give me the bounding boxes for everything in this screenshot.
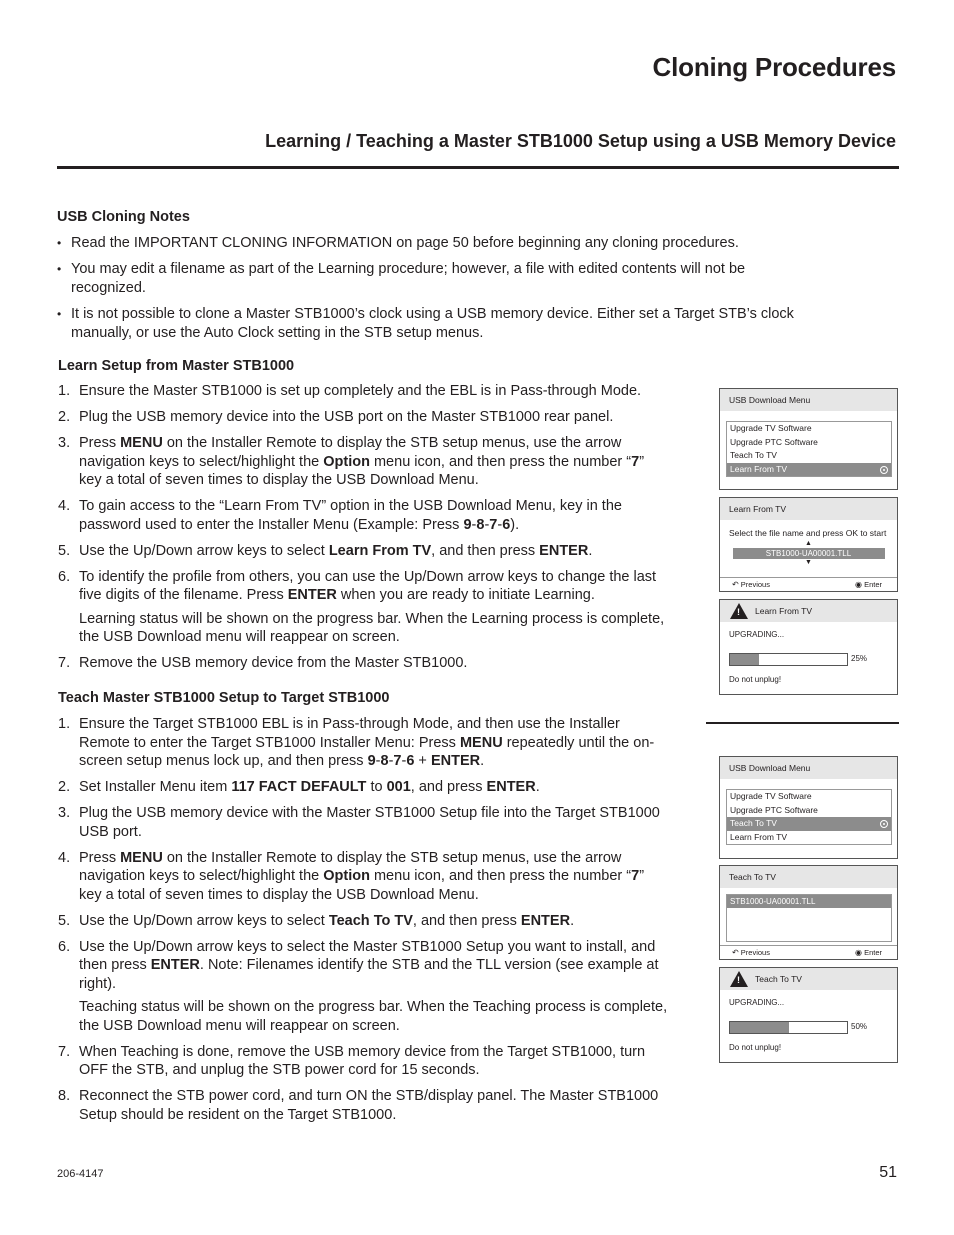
warning-icon: ! xyxy=(730,971,748,987)
step-text: Reconnect the STB power cord, and turn ON the STB/display panel. The Master STB1000 Setup should be resident on the Target STB1000. xyxy=(79,1088,659,1123)
enter-label: Enter xyxy=(864,580,882,589)
section-rule xyxy=(57,166,899,169)
list-item xyxy=(58,497,670,534)
key-term: Option xyxy=(323,868,370,884)
step-number: 3. xyxy=(58,435,71,451)
status-text: UPGRADING... xyxy=(729,998,785,1007)
step-number: 8. xyxy=(58,1088,71,1104)
step-text: To gain access to the “Learn From TV” option in the USB Download Menu, key in the password used to enter the Installer Menu (Example: Press xyxy=(79,498,622,533)
key-term: MENU xyxy=(120,435,163,451)
return-icon: ↶ xyxy=(732,580,739,589)
panel-title: USB Download Menu xyxy=(720,757,897,779)
panel-title: USB Download Menu xyxy=(720,389,897,411)
enter-button[interactable] xyxy=(855,578,882,591)
step-number: 2. xyxy=(58,409,71,425)
key-term: 7 xyxy=(631,453,640,470)
panel-header xyxy=(720,600,897,622)
learn-usb-download-menu xyxy=(719,388,898,490)
list-item: • You may edit a filename as part of the Learning procedure; however, a file with edited contents will not be recognized. xyxy=(57,260,797,298)
down-arrow-icon: ▼ xyxy=(805,559,812,566)
key-term: ENTER xyxy=(520,912,571,929)
step-text: To identify the profile from others, you can use the Up/Down arrow keys to change the last five digits of the filename. Press xyxy=(79,568,657,603)
key-term: 6 xyxy=(406,753,415,769)
screen-separator xyxy=(706,722,899,724)
step-text: . xyxy=(588,542,593,559)
step-number: 2. xyxy=(58,779,71,795)
menu-item-label: Upgrade PTC Software xyxy=(730,804,818,815)
filename-field[interactable]: STB1000-UA00001.TLL xyxy=(733,548,885,559)
menu-item[interactable] xyxy=(727,817,891,831)
key-term: 117 FACT DEFAULT xyxy=(231,779,367,795)
teach-heading: Teach Master STB1000 Setup to Target STB1000 xyxy=(58,690,390,706)
menu-item[interactable] xyxy=(727,831,891,845)
menu-box xyxy=(726,789,892,845)
menu-item[interactable] xyxy=(727,804,891,818)
learn-progress-panel xyxy=(719,599,898,695)
panel-header xyxy=(720,968,897,990)
step-note: Teaching status will be shown on the progress bar. When the Teaching process is complete, the USB Download menu will reappear on screen. xyxy=(79,999,668,1034)
list-item xyxy=(58,654,670,673)
panel-title: Teach To TV xyxy=(755,974,802,984)
menu-item[interactable] xyxy=(727,422,891,436)
list-item xyxy=(58,542,670,561)
step-text: Press xyxy=(79,849,121,866)
list-item xyxy=(58,778,670,797)
key-term: 6 xyxy=(502,516,511,533)
key-term: MENU xyxy=(459,734,503,751)
key-term: 9 xyxy=(463,516,472,533)
panel-title: Learn From TV xyxy=(720,498,897,520)
menu-item-label: Upgrade PTC Software xyxy=(730,436,818,447)
step-text: Set Installer Menu item xyxy=(79,779,232,795)
key-term: 8 xyxy=(476,516,485,533)
step-number: 5. xyxy=(58,542,71,559)
ok-icon: ◉ xyxy=(854,948,862,957)
menu-item-label: Learn From TV xyxy=(730,831,788,842)
step-number: 1. xyxy=(58,383,71,399)
ok-icon: ◉ xyxy=(854,580,862,589)
key-term: 7 xyxy=(393,753,402,769)
step-number: 7. xyxy=(58,1043,71,1060)
step-number: 7. xyxy=(58,655,71,671)
step-text: Ensure the Master STB1000 is set up completely and the EBL is in Pass-through Mode. xyxy=(79,383,642,399)
usb-notes-list xyxy=(57,234,797,350)
progress-bar xyxy=(729,653,848,666)
menu-box xyxy=(726,421,892,477)
step-text: on the Installer Remote to display the STB setup menus, use the arrow navigation keys to select/highlight the xyxy=(79,849,622,884)
key-term: 7 xyxy=(489,516,498,533)
step-text: Use the Up/Down arrow keys to select xyxy=(79,542,329,559)
file-list-item[interactable]: STB1000-UA00001.TLL xyxy=(727,895,891,908)
enter-button[interactable] xyxy=(855,946,882,959)
progress-fill xyxy=(730,654,759,665)
page-title: Cloning Procedures xyxy=(652,52,896,82)
step-text: repeatedly until the on-screen setup menus lock up, and then press xyxy=(79,734,655,769)
list-item xyxy=(58,804,670,841)
step-text: - xyxy=(401,753,407,769)
step-number: 3. xyxy=(58,805,71,821)
teach-steps xyxy=(58,715,670,1132)
step-text: Remove the USB memory device from the Master STB1000. xyxy=(79,655,468,671)
warning-icon: ! xyxy=(730,603,748,619)
step-text: - xyxy=(388,753,394,769)
step-number: 4. xyxy=(58,849,71,866)
key-term: 9 xyxy=(367,753,376,769)
key-term: 8 xyxy=(380,753,389,769)
list-item xyxy=(58,938,670,1036)
key-term: MENU xyxy=(120,849,163,866)
section-title: Learning / Teaching a Master STB1000 Setup using a USB Memory Device xyxy=(265,131,896,151)
return-icon: ↶ xyxy=(732,948,739,957)
list-item xyxy=(58,715,670,771)
key-term: 001 xyxy=(386,779,411,795)
menu-item-label: Learn From TV xyxy=(730,463,788,474)
step-text: - xyxy=(375,753,381,769)
step-text: ” key a total of seven times to display the USB Download Menu. xyxy=(79,868,645,903)
step-text: Plug the USB memory device with the Master STB1000 Setup file into the Target STB1000 USB port. xyxy=(79,805,660,840)
key-term: ENTER xyxy=(539,542,589,559)
usb-notes-heading: USB Cloning Notes xyxy=(57,209,190,225)
step-text: When Teaching is done, remove the USB memory device from the Target STB1000, turn OFF the STB, and unplug the STB power cord for 15 seconds. xyxy=(79,1043,646,1078)
teach-usb-download-menu xyxy=(719,756,898,859)
menu-item[interactable] xyxy=(727,790,891,804)
key-term: ENTER xyxy=(150,957,200,973)
step-text: Plug the USB memory device into the USB port on the Master STB1000 rear panel. xyxy=(79,409,614,425)
step-text: ” key a total of seven times to display the USB Download Menu. xyxy=(79,453,645,488)
step-text: . xyxy=(535,779,540,795)
list-item xyxy=(58,1043,670,1080)
step-text: menu icon, and then press the number “ xyxy=(369,868,632,884)
step-text: , and then press xyxy=(412,912,521,929)
panel-title: Learn From TV xyxy=(755,606,813,616)
learn-steps xyxy=(58,382,670,680)
progress-fill xyxy=(730,1022,789,1033)
step-text: . xyxy=(570,912,575,929)
step-text: , and press xyxy=(410,779,487,795)
up-arrow-icon: ▲ xyxy=(805,540,812,547)
selected-radio-icon xyxy=(880,466,888,474)
step-number: 5. xyxy=(58,912,71,929)
step-text: - xyxy=(471,516,477,533)
enter-label: Enter xyxy=(864,948,882,957)
previous-label: Previous xyxy=(740,948,770,957)
file-list-box xyxy=(726,894,892,942)
list-item: • Read the IMPORTANT CLONING INFORMATION on page 50 before beginning any cloning procedures. xyxy=(57,234,797,253)
step-number: 6. xyxy=(58,568,71,585)
panel-title: Teach To TV xyxy=(720,866,897,888)
status-text: UPGRADING... xyxy=(729,630,785,639)
selected-radio-icon xyxy=(880,820,888,828)
key-term: ENTER xyxy=(486,779,536,795)
key-term: ENTER xyxy=(287,587,337,603)
panel-footer xyxy=(720,945,897,959)
step-note: Learning status will be shown on the progress bar. When the Learning process is complete, the USB Download menu will reappear on screen. xyxy=(79,610,665,645)
step-text: , and then press xyxy=(431,542,540,559)
step-text: Use the Up/Down arrow keys to select xyxy=(79,912,329,929)
list-item xyxy=(58,568,670,647)
menu-item[interactable] xyxy=(727,436,891,450)
step-text: menu icon, and then press the number “ xyxy=(369,453,632,470)
key-term: Learn From TV xyxy=(328,542,432,559)
list-item xyxy=(58,408,670,427)
step-text: Press xyxy=(79,435,121,451)
key-term: Teach To TV xyxy=(328,912,413,929)
progress-percent: 25% xyxy=(851,654,868,663)
step-text: when you are ready to initiate Learning. xyxy=(336,587,595,603)
menu-item-label: Teach To TV xyxy=(730,450,777,460)
list-item xyxy=(58,382,670,401)
menu-item-label: Teach To TV xyxy=(730,818,777,828)
key-term: 7 xyxy=(631,868,640,884)
menu-item[interactable] xyxy=(727,449,891,463)
teach-to-tv-select-panel xyxy=(719,865,898,960)
progress-percent: 50% xyxy=(851,1022,868,1031)
key-term: Option xyxy=(323,453,370,470)
step-number: 1. xyxy=(58,716,71,732)
list-item xyxy=(58,849,670,905)
previous-button[interactable] xyxy=(732,946,770,959)
menu-item-label: Upgrade TV Software xyxy=(730,791,812,801)
step-text: . Note: Filenames identify the STB and the TLL version (see example at right). xyxy=(79,957,659,992)
previous-label: Previous xyxy=(740,580,770,589)
menu-item[interactable] xyxy=(727,463,891,477)
list-item xyxy=(58,1087,670,1124)
step-text: ). xyxy=(510,516,520,533)
progress-bar xyxy=(729,1021,848,1034)
step-text: on the Installer Remote to display the STB setup menus, use the arrow navigation keys to select/highlight the xyxy=(79,435,622,470)
step-number: 4. xyxy=(58,498,71,514)
panel-footer xyxy=(720,577,897,591)
step-text: - xyxy=(484,516,490,533)
step-text: Ensure the Target STB1000 EBL is in Pass-through Mode, and then use the Installer Remote to enter the Target STB1000 Installer Menu: Press xyxy=(79,716,620,751)
list-item xyxy=(58,434,670,490)
step-text: Use the Up/Down arrow keys to select the Master STB1000 Setup you want to install, and then press xyxy=(79,938,656,973)
learn-heading: Learn Setup from Master STB1000 xyxy=(58,358,295,374)
learn-from-tv-select-panel xyxy=(719,497,898,592)
page-number: 51 xyxy=(879,1164,897,1181)
warning-note: Do not unplug! xyxy=(729,1043,782,1052)
instruction-text: Select the file name and press OK to start xyxy=(729,528,887,538)
list-item: • It is not possible to clone a Master STB1000’s clock using a USB memory device. Either set a Target STB’s clock manually, or use the Auto Clock setting in the STB setup menus. xyxy=(57,305,797,343)
menu-item-label: Upgrade TV Software xyxy=(730,423,812,433)
step-text: . xyxy=(480,753,485,769)
key-term: ENTER xyxy=(430,753,481,769)
step-number: 6. xyxy=(58,938,71,955)
list-item xyxy=(58,912,670,931)
warning-note: Do not unplug! xyxy=(729,675,782,684)
step-text: + xyxy=(414,753,431,769)
teach-progress-panel xyxy=(719,967,898,1063)
document-number: 206-4147 xyxy=(57,1168,104,1180)
step-text: - xyxy=(497,516,503,533)
previous-button[interactable] xyxy=(732,578,770,591)
step-text: to xyxy=(366,779,387,795)
